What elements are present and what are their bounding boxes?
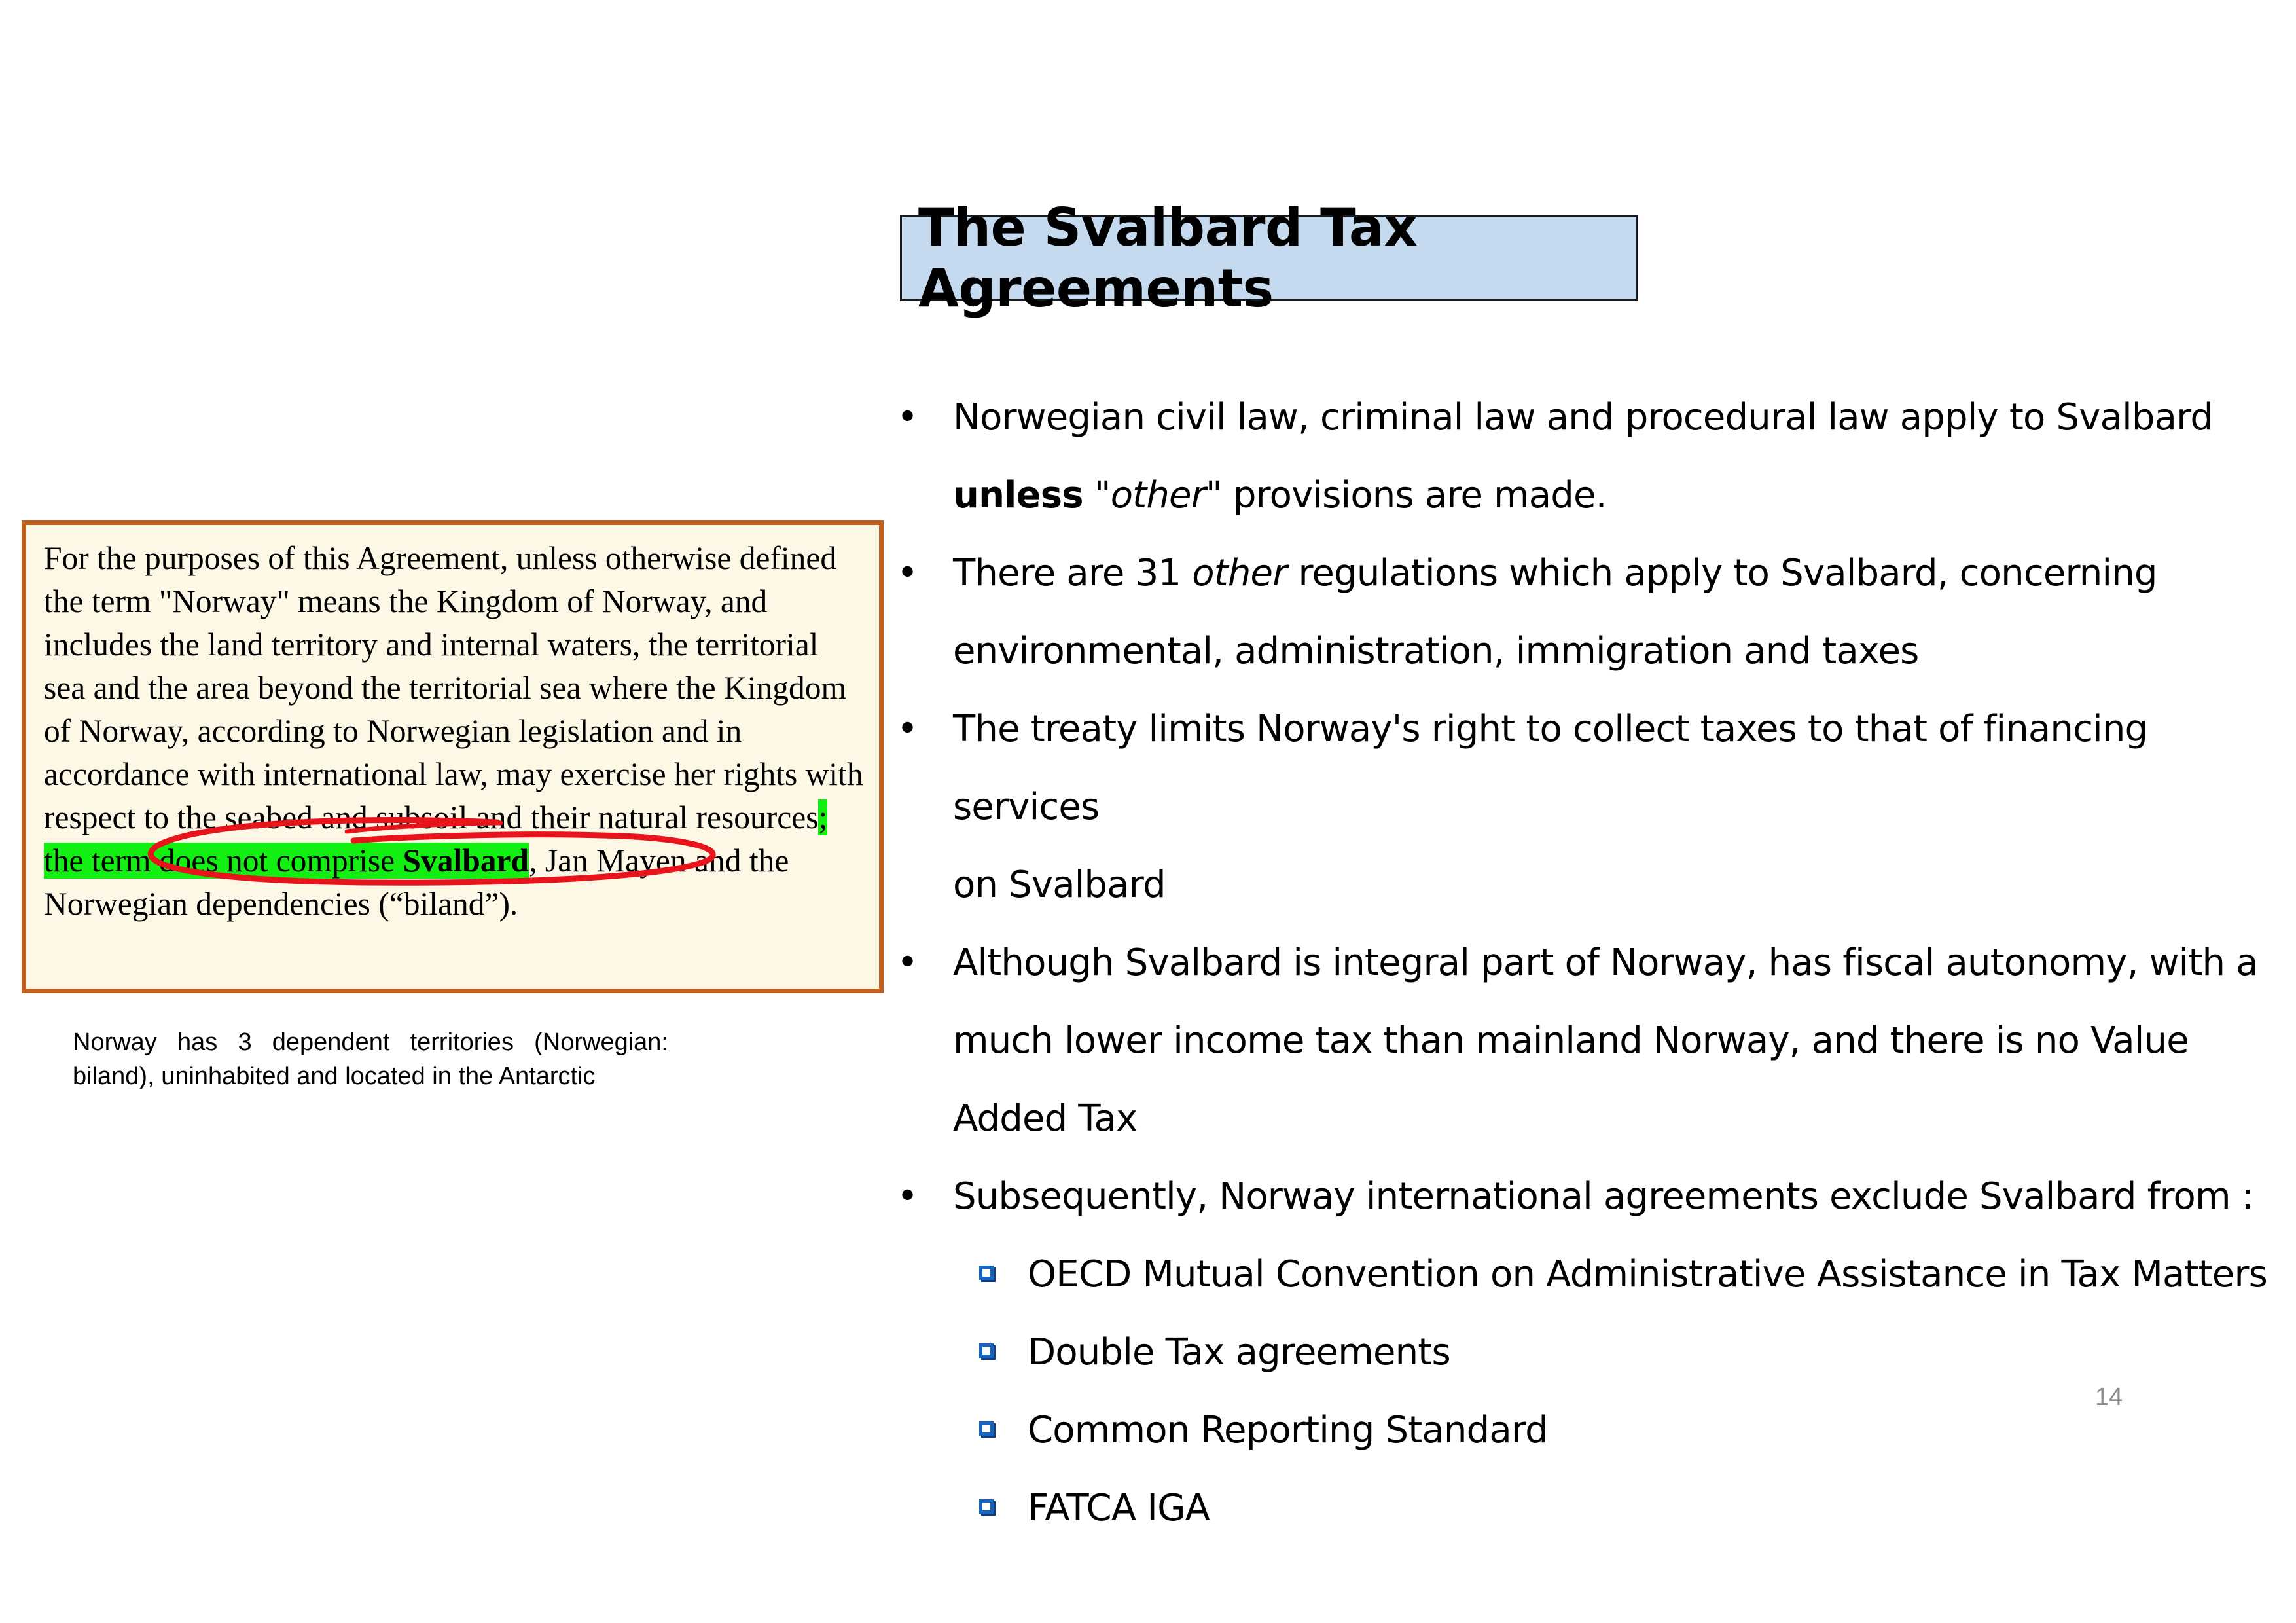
bullet-item [897, 534, 2284, 690]
bullet-italic-text: other [1192, 552, 1287, 594]
checkbox-square-icon [979, 1499, 994, 1514]
checkbox-square-icon [979, 1421, 994, 1436]
quote-text-after: , Jan Mayen and the Norwegian dependencies (“biland”). [44, 843, 789, 922]
bullet-item [897, 690, 2284, 924]
bullet-bold-text: unless [953, 474, 1083, 517]
note-line-2: biland), uninhabited and located in the Antarctic [73, 1063, 596, 1090]
bullet-line: Added Tax [953, 1097, 1138, 1140]
bullet-dot: • [897, 941, 918, 984]
bullet-line: much lower income tax than mainland Norway, and there is no Value [953, 1019, 2189, 1062]
bullet-dot: • [897, 708, 918, 750]
bullet-line [953, 456, 2284, 534]
agreement-quote-text [44, 537, 866, 926]
page-title: The Svalbard Tax Agreements [918, 197, 1418, 319]
bullet-line: Although Svalbard is integral part of Norway, has fiscal autonomy, with a [953, 941, 2258, 984]
dependencies-note [73, 1025, 668, 1093]
sub-bullet-item [897, 1391, 2284, 1469]
quote-highlight-lead: ; the term does not comprise [44, 799, 828, 879]
bullet-line: Norwegian civil law, criminal law and procedural law apply to Svalbard [953, 396, 2214, 439]
bullet-item [897, 378, 2284, 534]
bullet-dot: • [897, 1175, 918, 1218]
bullet-line [953, 534, 2284, 612]
sub-bullet-item [897, 1469, 2284, 1547]
quote-text-before: For the purposes of this Agreement, unless otherwise defined the term "Norway" means the Kingdom of Norway, and includes the land territory and internal waters, the territorial sea and the area beyond the territorial sea where the Kingdom of Norway, according to Norwegian legislation and in accordance with international law, may exercise her rights with respect to the seabed and subsoil and their natural resources [44, 540, 863, 835]
sub-bullet-text: OECD Mutual Convention on Administrative Assistance in Tax Matters [1028, 1253, 2268, 1296]
sub-bullet-item [897, 1235, 2284, 1313]
checkbox-square-icon [979, 1343, 994, 1358]
bullet-item [897, 1158, 2284, 1235]
title-box [900, 197, 1638, 319]
bullet-dot: • [897, 552, 918, 594]
bullet-dot: • [897, 396, 918, 439]
quote-highlight-svalbard: Svalbard [403, 843, 529, 879]
note-line-1: Norway has 3 dependent territories (Norwegian: [73, 1029, 668, 1056]
bullet-text: " provisions are made. [1205, 474, 1607, 517]
checkbox-square-icon [979, 1266, 994, 1280]
sub-bullet-text: Common Reporting Standard [1028, 1409, 1548, 1451]
sub-bullet-text: FATCA IGA [1028, 1487, 1210, 1529]
bullet-text: regulations which apply to Svalbard, concerning [1287, 552, 2157, 594]
bullet-text: There are 31 [953, 552, 1193, 594]
bullet-item [897, 924, 2284, 1158]
sub-bullet-text: Double Tax agreements [1028, 1331, 1450, 1374]
bullet-line: on Svalbard [953, 864, 1166, 906]
sub-bullet-item [897, 1313, 2284, 1391]
bullet-line: The treaty limits Norway's right to collect taxes to that of financing services [953, 708, 2148, 828]
agreement-quote-box [22, 520, 884, 993]
page-number: 14 [2095, 1383, 2123, 1411]
bullet-line: Subsequently, Norway international agreements exclude Svalbard from : [953, 1175, 2253, 1218]
bullet-line: environmental, administration, immigration and taxes [953, 630, 1919, 672]
bullet-list [897, 378, 2284, 1547]
bullet-text: " [1083, 474, 1111, 517]
bullet-italic-text: other [1110, 474, 1206, 517]
